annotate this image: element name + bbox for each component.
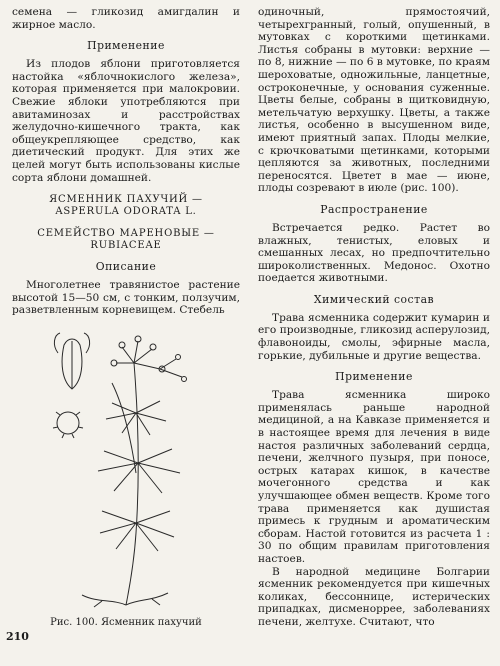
heading-primenenie-left: Применение (87, 39, 165, 53)
page-number: 210 (6, 630, 29, 643)
family-name: СЕМЕЙСТВО МАРЕНОВЫЕ — (37, 228, 215, 240)
plant-illustration (42, 323, 212, 608)
paragraph-sostav: Трава ясменника содержит кумарин и его производные, гликозид асперулозид, флавоноиды, смолы, эфирные масла, горькие, дубильные и другие вещества. (258, 311, 490, 362)
paragraph-primenenie-1: Трава ясменника широко применялась раньше народной медициной, а на Кавказе применяется и в настоящее время для лечения в виде настоя различных заболеваний сердца, печени, желчного пузыря, при поносе, острых катарах кишок, в качестве мочегонного средства и как улучшающее обмен веществ. Кроме того трава применяется как душистая примесь к грудным и ароматическим сборам. Настой готовится из расчета 1 : 30 по общим правилам приготовления настоев. (258, 389, 490, 565)
figure-caption: Рис. 100. Ясменник пахучий (50, 616, 202, 628)
paragraph-description-continued: одиночный, прямостоячий, четырехгранный, голый, опушенный, в мутовках с короткими щетинками. Листья собраны в мутовки: верхние — по 8, нижние — по 6 в мутовке, по краям шероховатые, одножильные, ланцетные, остроконечные, у основания суженные. Цветы белые, собраны в щитковидную, метельчатую верхушку. Цветы, а также листья, особенно в высушенном виде, имеют приятный запах. Плоды мелкие, с крючковатыми щетинками, которыми цепляются за животных, последними переносятся. Цветет в мае — июне, плоды созревают в июле (рис. 100). (258, 6, 490, 195)
figure-100 (12, 323, 240, 628)
intro-text: семена — гликозид амигдалин и жирное масло. (12, 6, 240, 31)
paragraph-opisanie: Многолетнее травянистое растение высотой 15—50 см, с тонким, ползучим, разветвленным корневищем. Стебель (12, 279, 240, 317)
paragraph-primenenie-left: Из плодов яблони приготовляется настойка «яблочнокислого железа», которая применяется при малокровии. Свежие яблоки употребляются при авитаминозах и расстройствах желудочно-кишечного тракта, как общеукрепляющее средство, как диетический продукт. Для этих же целей могут быть использованы кислые сорта яблони домашней. (12, 58, 240, 184)
heading-opisanie: Описание (95, 260, 157, 274)
heading-rasprostranenie: Распространение (320, 202, 428, 216)
left-column (12, 6, 240, 628)
family-latin-name: RUBIACEAE (90, 240, 162, 252)
heading-sostav: Химический состав (313, 292, 435, 306)
plant-name: ЯСМЕННИК ПАХУЧИЙ — (49, 194, 203, 206)
paragraph-rasprostranenie: Встречается редко. Растет во влажных, тенистых, еловых и смешанных лесах, но предпочтительно широколиственных. Медонос. Охотно поедается животными. (258, 221, 490, 285)
paragraph-primenenie-2: В народной медицине Болгарии ясменник рекомендуется при кишечных коликах, бессоннице, истерических припадках, дисменоррее, заболеваниях печени, желтухе. Считают, что (258, 565, 490, 628)
heading-primenenie-right: Применение (335, 370, 413, 384)
plant-latin-name: ASPERULA ODORATA L. (55, 206, 197, 218)
right-column (258, 6, 490, 629)
